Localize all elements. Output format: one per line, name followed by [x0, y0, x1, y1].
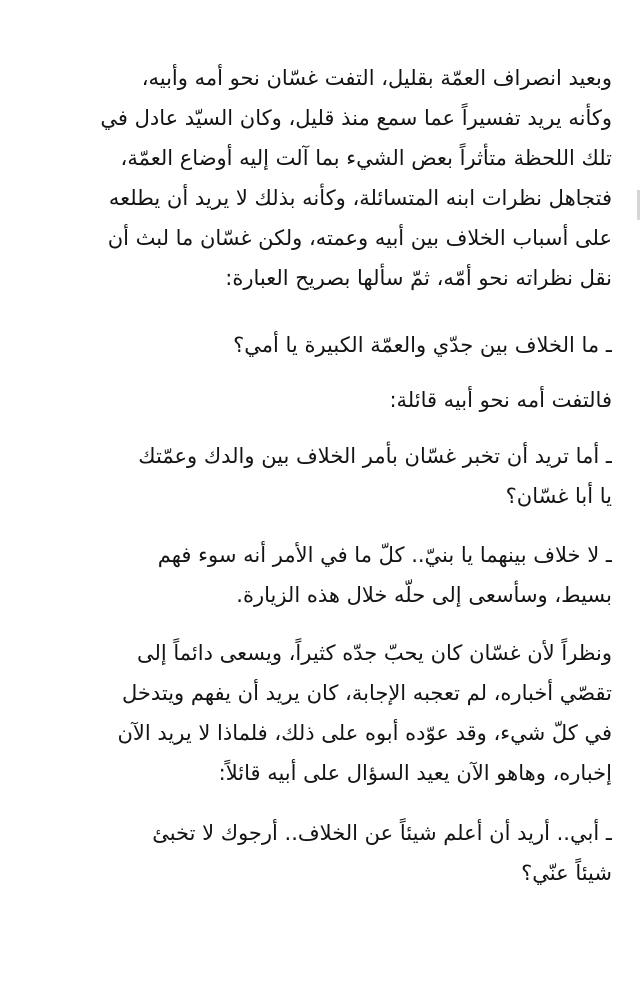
- paragraph-line: ـ أما تريد أن تخبر غسّان بأمر الخلاف بين والدك وعمّتك: [138, 444, 612, 468]
- dialogue-paragraph-5: [27, 535, 612, 615]
- paragraph-line: تلك اللحظة متأثراً بعض الشيء بما آلت إليه أوضاع العمّة،: [120, 146, 612, 170]
- paragraph-line: شيئاً عنّي؟: [521, 861, 612, 885]
- paragraph-line: في كلّ شيء، وقد عوّده أبوه على ذلك، فلماذا لا يريد الآن: [117, 721, 612, 745]
- narrative-paragraph-3: [27, 380, 612, 420]
- paragraph-line: وبعيد انصراف العمّة بقليل، التفت غسّان نحو أمه وأبيه،: [141, 66, 612, 90]
- paragraph-line: إخباره، وهاهو الآن يعيد السؤال على أبيه قائلاً:: [218, 761, 612, 785]
- paragraph-line: فتجاهل نظرات ابنه المتسائلة، وكأنه بذلك لا يريد أن يطلعه: [108, 186, 612, 210]
- dialogue-paragraph-4: [27, 436, 612, 516]
- paragraph-line: تقصّي أخباره، لم تعجبه الإجابة، كان يريد أن يفهم ويتدخل: [121, 681, 612, 705]
- paragraph-line: ـ أبي.. أريد أن أعلم شيئاً عن الخلاف.. أرجوك لا تخبئ: [152, 821, 612, 845]
- paragraph-line: ـ لا خلاف بينهما يا بنيّ.. كلّ ما في الأمر أنه سوء فهم: [157, 543, 612, 567]
- narrative-paragraph-1: [27, 58, 612, 298]
- paragraph-line: على أسباب الخلاف بين أبيه وعمته، ولكن غسّان ما لبث أن: [107, 226, 612, 250]
- paragraph-line: فالتفت أمه نحو أبيه قائلة:: [389, 388, 612, 412]
- dialogue-paragraph-2: [27, 325, 612, 365]
- narrative-paragraph-6: [27, 633, 612, 793]
- paragraph-line: نقل نظراته نحو أمّه، ثمّ سألها بصريح العبارة:: [225, 266, 612, 290]
- paragraph-line: ونظراً لأن غسّان كان يحبّ جدّه كثيراً، ويسعى دائماً إلى: [136, 641, 612, 665]
- dialogue-paragraph-7: [27, 813, 612, 893]
- paragraph-line: ـ ما الخلاف بين جدّي والعمّة الكبيرة يا أمي؟: [233, 333, 612, 357]
- paragraph-line: وكأنه يريد تفسيراً عما سمع منذ قليل، وكان السيّد عادل في: [100, 106, 612, 130]
- paragraph-line: يا أبا غسّان؟: [505, 484, 612, 508]
- paragraph-line: بسيط، وسأسعى إلى حلّه خلال هذه الزيارة.: [236, 583, 612, 607]
